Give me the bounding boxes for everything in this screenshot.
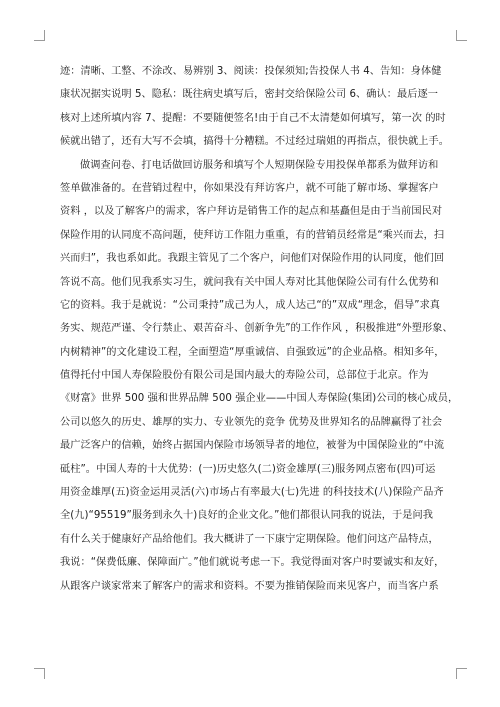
text-line: 最广泛客户的信赖，始终占据国内保险市场领导者的地位，被誉为中国保险业的“中流 [60, 440, 445, 452]
text-line: 资料 ，以及了解客户的需求，客户拜访是销售工作的起点和基矗但是由于当前国民对 [60, 206, 443, 218]
text-line: 答说不高。他们见我系实习生，就问我有关中国人寿对比其他保险公司有什么优势和 [60, 276, 439, 288]
text-line: 核对上述所填内容 7、提醒：不要随便签名!由于自己不太清楚如何填写，第一次 的时 [60, 112, 446, 124]
text-line: 内树精神”的文化建设工程，全面塑造“厚重诚信、自强致远”的企业品格。相知多年， [60, 346, 445, 358]
text-line: 砥柱”。中国人寿的十大优势：(一)历史悠久(二)资金雄厚(三)服务网点密布(四)可运 [60, 463, 436, 475]
text-line: 它的资料。我于是就说：“公司秉持”成己为人，成人达己“的”双成“理念，倡导”求真 [60, 299, 441, 311]
text-line: 《财富》世界 500 强和世界品牌 500 强企业——中国人寿保险(集团)公司的核心成员， [60, 393, 459, 405]
text-line: 全(九)“95519”服务到永久十)良好的企业文化。”他们都很认同我的说法，于是问我 [60, 510, 433, 522]
text-line: 兴而归”，我也系如此。我跟主管见了二个客户，问他们对保险作用的认同度，他们回 [60, 253, 445, 265]
crop-mark-bottom-left [34, 668, 45, 679]
text-line: 签单做准备的。在营销过程中，你如果没有拜访客户，就不可能了解市场、掌握客户 [60, 182, 439, 194]
text-line: 务实、规范严谨、令行禁止、艰苦奋斗、创新争先”的工作作风 ，积极推进“外塑形象、 [60, 323, 453, 335]
text-line: 从跟客户谈家常来了解客户的需求和资料。不要为推销保险而来见客户，而当客户系 [60, 580, 439, 592]
text-line: 我说：“保费低廉、保障面广。”他们就说考虑一下。我觉得面对客户时要诚实和友好， [60, 557, 445, 569]
text-line: 候就出错了，还有大写不会填，搞得十分糟糕。不过经过瑞姐的再指点，很快就上手。 [60, 136, 450, 148]
document-body [60, 60, 460, 598]
text-line: 康状况据实说明 5、隐私：既往病史填写后，密封交给保险公司 6、确认：最后逐一 [60, 89, 438, 101]
text-line: 保险作用的认同度不高问题，使拜访工作阻力重重，有的营销员经常是“乘兴而去，扫 [60, 229, 445, 241]
text-line: 做调查问卷、打电话做回访服务和填写个人短期保险专用投保单都系为做拜访和 [80, 159, 439, 171]
text-line: 用资金雄厚(五)资金运用灵活(六)市场占有率最大(七)先进 的科技技术(八)保险产品齐 [60, 487, 444, 499]
text-line: 迹：清晰、工整、不涂改、易辨别 3、阅读：投保须知;告投保人书 4、告知：身体健 [60, 66, 442, 77]
text-line: 有什么关于健康好产品给他们。我大概讲了一下康宁定期保险。他们问这产品特点， [60, 533, 439, 545]
crop-mark-top-left [34, 30, 45, 41]
text-line: 公司以悠久的历史、雄厚的实力、专业领先的竞争 优势及世界知名的品牌赢得了社会 [60, 416, 443, 428]
crop-mark-top-right [456, 30, 467, 41]
text-line: 值得托付中国人寿保险股份有限公司是国内最大的寿险公司，总部位于北京。作为 [60, 370, 429, 382]
crop-mark-bottom-right [456, 668, 467, 679]
